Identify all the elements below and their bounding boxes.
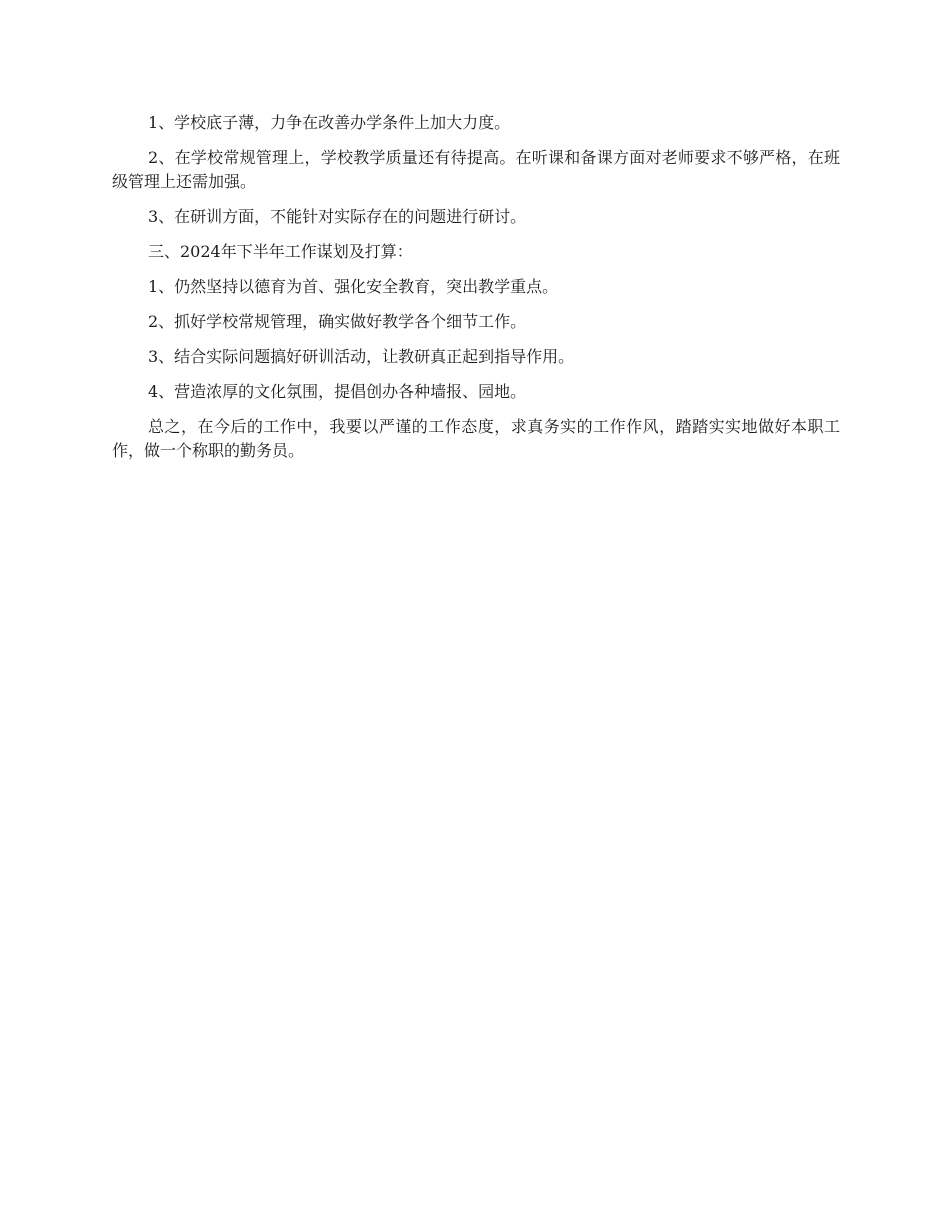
paragraph-problem-3: 3、在研训方面，不能针对实际存在的问题进行研讨。 xyxy=(148,207,527,226)
paragraph-conclusion: 总之，在今后的工作中，我要以严谨的工作态度，求真务实的工作作风，踏踏实实地做好本职工作，做一个称职的勤务员。 xyxy=(112,417,840,460)
section-heading-plan: 三、2024年下半年工作谋划及打算： xyxy=(148,242,413,261)
paragraph-plan-4: 4、营造浓厚的文化氛围，提倡创办各种墙报、园地。 xyxy=(148,382,527,401)
paragraph-plan-3: 3、结合实际问题搞好研训活动，让教研真正起到指导作用。 xyxy=(148,347,575,366)
paragraph-plan-1: 1、仍然坚持以德育为首、强化安全教育，突出教学重点。 xyxy=(148,277,559,296)
paragraph-problem-2: 2、在学校常规管理上，学校教学质量还有待提高。在听课和备课方面对老师要求不够严格，在班级管理上还需加强。 xyxy=(112,148,840,191)
paragraph-problem-1: 1、学校底子薄，力争在改善办学条件上加大力度。 xyxy=(148,113,511,132)
document-body xyxy=(112,111,840,474)
paragraph-plan-2: 2、抓好学校常规管理，确实做好教学各个细节工作。 xyxy=(148,312,527,331)
